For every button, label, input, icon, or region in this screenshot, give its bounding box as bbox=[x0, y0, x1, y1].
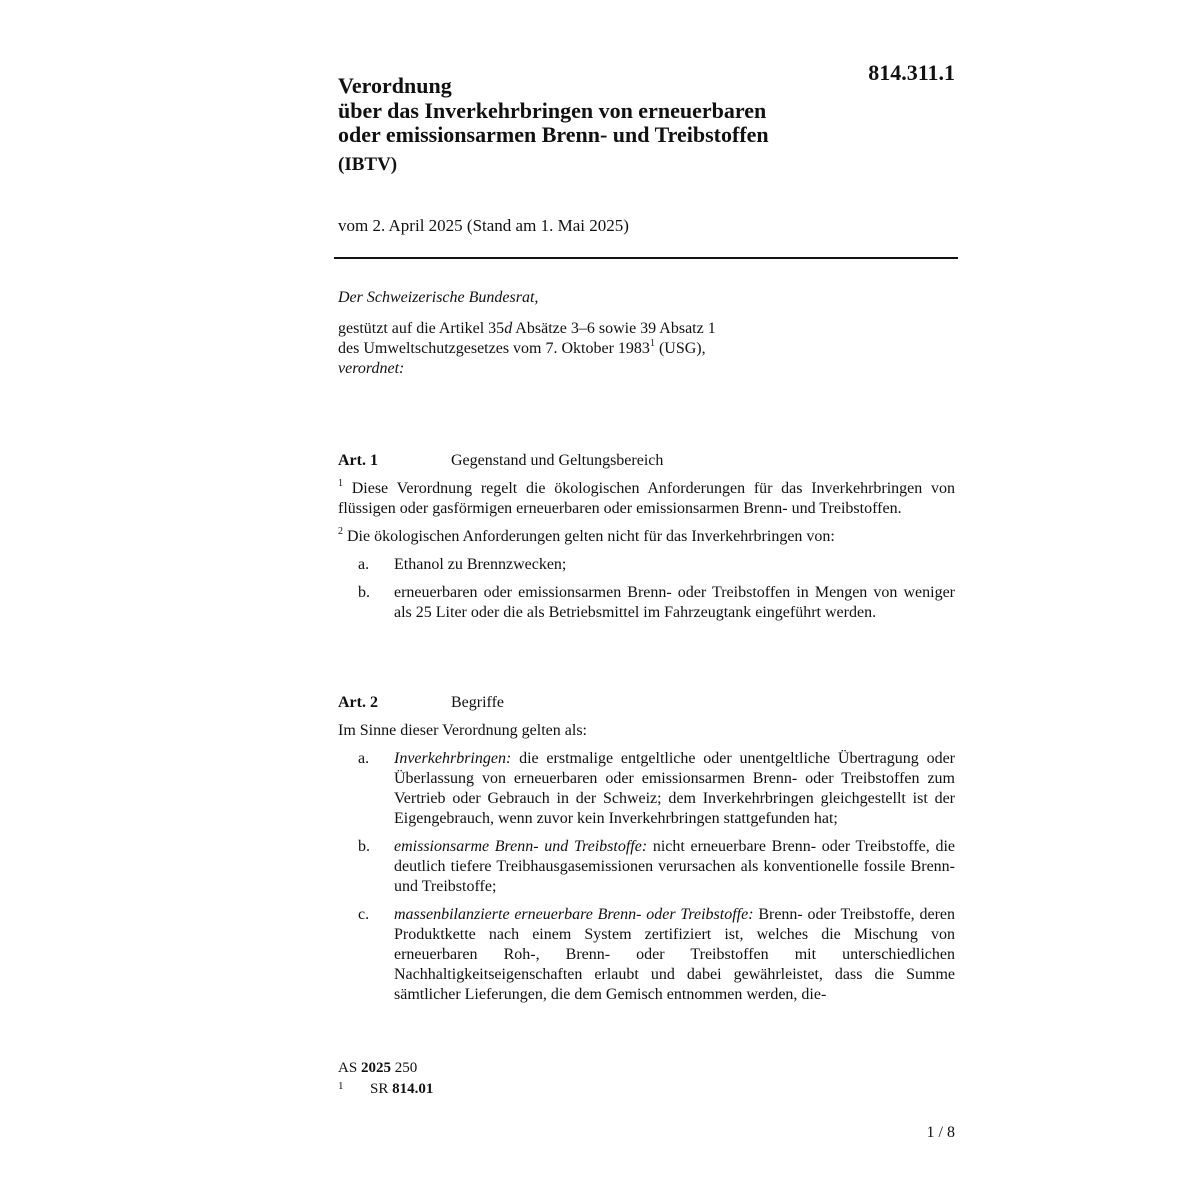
footnote-1: 1 SR 814.01 bbox=[338, 1080, 434, 1097]
definition-item: a. Inverkehrbringen: die erstmalige entgeltliche oder unentgeltliche Übertragung oder Überlassung von erneuerbaren oder emissionsarmen Brenn- oder Treibstoffen zum Vertrieb oder Gebrauch in der Schweiz; dem Inverkehrbringen gleichgestellt ist der Eigengebrauch, wenn zuvor kein Inverkehrbringen stattgefunden hat; bbox=[358, 750, 955, 827]
preamble-authority: Der Schweizerische Bundesrat, bbox=[338, 289, 539, 306]
definition-item: c. massenbilanzierte erneuerbare Brenn- oder Treibstoffe: Brenn- oder Treibstoffe, deren Produktkette nach einem System zertifiziert ist, welches die Mischung von erneuerbaren Roh-, Brenn- oder Treibstoffen mit unterschiedlichen Nachhaltigkeitseigenschaften erlaubt und dabei gewährleistet, dass die Summe sämtlicher Lieferungen, die dem Gemisch entnommen werden, die- bbox=[358, 906, 955, 1003]
as-reference: AS 2025 250 bbox=[338, 1060, 418, 1076]
footnote-ref-1[interactable]: 1 bbox=[649, 337, 655, 349]
list-item: a. Ethanol zu Brennzwecken; bbox=[358, 556, 567, 573]
title-line: Verordnung bbox=[338, 73, 452, 98]
defined-term: Inverkehrbringen: bbox=[394, 750, 512, 767]
title-abbreviation: (IBTV) bbox=[338, 153, 398, 175]
article-heading bbox=[338, 693, 955, 713]
article-title: Begriffe bbox=[451, 694, 505, 711]
preamble-legal-basis-line: gestützt auf die Artikel 35d Absätze 3–6 sowie 39 Absatz 1 bbox=[338, 320, 716, 337]
article-title: Gegenstand und Geltungsbereich bbox=[451, 452, 664, 469]
preamble bbox=[338, 288, 958, 379]
page-number: 1 / 8 bbox=[926, 1124, 955, 1141]
article-number: Art. 1 bbox=[338, 452, 378, 469]
sr-number: 814.311.1 bbox=[868, 60, 955, 85]
list-item: b. erneuerbaren oder emissionsarmen Brenn- oder Treibstoffen in Mengen von weniger als 25 Liter oder die als Betriebsmittel im Fahrzeugtank eingeführt werden. bbox=[358, 584, 955, 621]
preamble-enactment: verordnet: bbox=[338, 360, 405, 377]
article-heading bbox=[338, 451, 955, 471]
title-line: über das Inverkehrbringen von erneuerbaren bbox=[338, 97, 767, 123]
title-line: oder emissionsarmen Brenn- und Treibstoffen bbox=[338, 122, 769, 147]
definition-item: b. emissionsarme Brenn- und Treibstoffe: nicht erneuerbare Brenn- oder Treibstoffe, die deutlich tiefere Treibhausgasemissionen verursachen als konventionelle fossile Brenn- und Treibstoffe; bbox=[358, 838, 956, 895]
article-2 bbox=[338, 693, 955, 1013]
article-paragraph: $^2$ Die ökologischen Anforderungen gelten nicht für das Inverkehrbringen von: bbox=[338, 525, 835, 545]
article-1 bbox=[338, 451, 955, 631]
title-divider bbox=[334, 257, 958, 259]
document-title bbox=[338, 74, 838, 176]
article-intro: Im Sinne dieser Verordnung gelten als: bbox=[338, 722, 587, 739]
defined-term: emissionsarme Brenn- und Treibstoffe: bbox=[394, 838, 648, 855]
date-line: vom 2. April 2025 (Stand am 1. Mai 2025) bbox=[338, 216, 629, 235]
defined-term: massenbilanzierte erneuerbare Brenn- oder Treibstoffe: bbox=[394, 906, 754, 923]
article-paragraph: $^1$ Diese Verordnung regelt die ökologischen Anforderungen für das Inverkehrbringen von flüssigen oder gasförmigen erneuerbaren oder emissionsarmen Brenn- und Treibstoffen. bbox=[338, 477, 955, 517]
preamble-legal-basis-line: des Umweltschutzgesetzes vom 7. Oktober 1983$^1$ (USG), bbox=[338, 337, 706, 357]
article-number: Art. 2 bbox=[338, 694, 378, 711]
page-footer bbox=[338, 1058, 433, 1100]
